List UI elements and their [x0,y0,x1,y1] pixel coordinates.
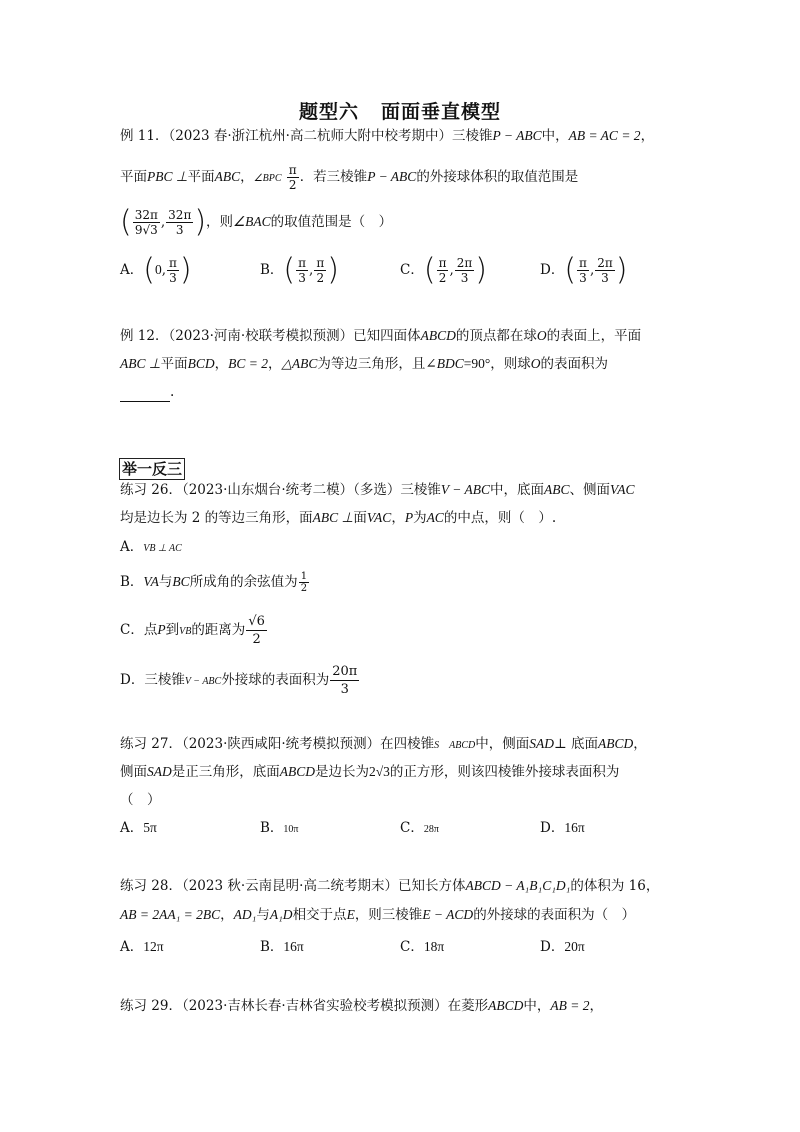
practice-26-line-1: 练习 26．（2023·山东烟台·统考二模）（多选）三棱锥V − ABC中，底面ABC、侧面VAC [120,482,635,498]
example-12-line-2: ABC ⊥平面BCD，BC = 2，△ABC为等边三角形，且∠BDC=90°，则球O的表面积为 [120,356,608,372]
example-12-line-1: 例 12．（2023·河南·校联考模拟预测）已知四面体ABCD的顶点都在球O的表面上，平面 [120,328,642,344]
example-11-line-2: 平面PBC ⊥平面ABC，∠BPC $\frac{\pi}{2}$ ．若三棱锥P − ABC的外接球体积的取值范围是 [120,163,579,192]
practice-28-line-1: 练习 28．（2023 秋·云南昆明·高二统考期末）已知长方体ABCD − A₁B₁C₁D₁的体积为 16， [120,878,660,894]
example-11-line-3: ( $\frac{32\pi}{9√3}$ , $\frac{32\pi}{3}$ )，则∠BAC的取值范围是（ ） [120,204,393,240]
practice-27-option-c[interactable]: C．28π [400,820,439,836]
example-11-option-a[interactable]: A．(0, $\frac{\pi}{3}$ ) [120,252,192,288]
practice-27-line-3: （ ） [120,792,161,808]
practice-27-line-1: 练习 27．（2023·陕西咸阳·统考模拟预测）在四棱锥S ABCD中，侧面SAD⊥ 底面ABCD， [120,736,647,752]
answer-blank[interactable] [120,401,170,402]
example-12-line-3: . [120,382,174,402]
section-title-text: 面面垂直模型 [381,101,502,123]
fraction: $\frac{\pi}{2}$ [288,163,297,192]
practice-27-option-d[interactable]: D．16π [540,820,585,836]
practice-28-option-c[interactable]: C．18π [400,939,445,955]
practice-26-line-2: 均是边长为 2 的等边三角形，面ABC ⊥面VAC，P为AC的中点，则（ ）. [120,510,557,526]
practice-26-option-a[interactable]: A．VB ⊥ AC [120,539,182,555]
practice-26-option-c[interactable]: C．点P到VB的距离为 $\frac{√6}{2}$ [120,614,265,647]
practice-29-line-1: 练习 29．（2023·吉林长春·吉林省实验校考模拟预测）在菱形ABCD中，AB = 2， [120,998,604,1014]
section-title-number: 题型六 [298,101,359,123]
practice-28-option-b[interactable]: B．16π [260,939,304,955]
practice-28-line-2: AB = 2AA₁ = 2BC，AD₁与A₁D相交于点E，则三棱锥E − ACD的外接球的表面积为（ ） [120,907,636,923]
practice-26-option-b[interactable]: B．VA与BC所成角的余弦值为 $\frac{1}{2}$ [120,571,308,594]
example-11-line-1: 例 11．（2023 春·浙江杭州·高二杭师大附中校考期中）三棱锥P − ABC中，AB = AC = 2， [120,128,655,144]
section-title [0,97,800,124]
practice-27-option-b[interactable]: B．10π [260,820,299,836]
practice-27-line-2: 侧面SAD是正三角形，底面ABCD是边长为2√3的正方形，则该四棱锥外接球表面积为 [120,764,620,780]
example-11-option-d[interactable]: D．( $\frac{\pi}{3}$ , $\frac{2\pi}{3}$ ) [540,252,628,288]
practice-27-option-a[interactable]: A．5π [120,820,157,836]
practice-28-option-d[interactable]: D．20π [540,939,585,955]
example-11-option-b[interactable]: B．( $\frac{\pi}{3}$ , $\frac{\pi}{2}$ ) [260,252,339,288]
practice-26-option-d[interactable]: D．三棱锥V − ABC外接球的表面积为 $\frac{20\pi}{3}$ [120,664,358,697]
example-11-option-c[interactable]: C．( $\frac{\pi}{2}$ , $\frac{2\pi}{3}$ ) [400,252,487,288]
practice-section-label: 举一反三 [119,458,185,480]
practice-28-option-a[interactable]: A．12π [120,939,164,955]
